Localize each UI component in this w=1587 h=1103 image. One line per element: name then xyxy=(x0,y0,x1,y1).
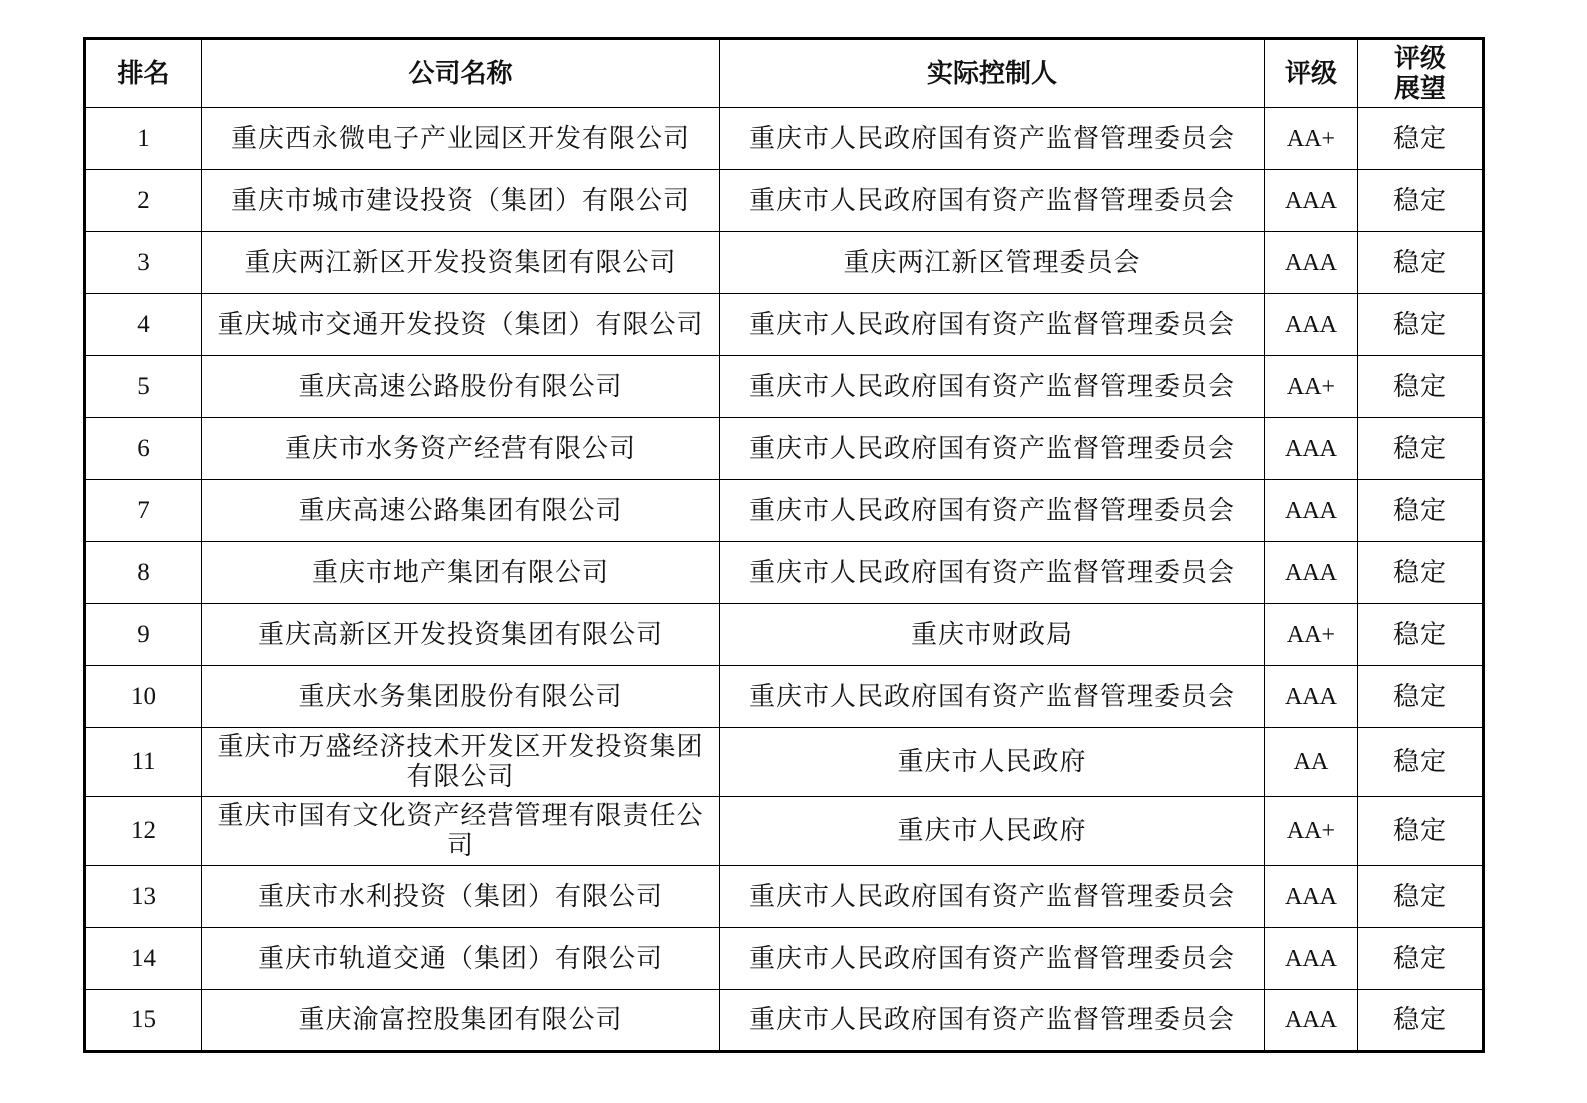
table-row xyxy=(85,356,1484,418)
rank-cell: 4 xyxy=(85,294,202,356)
rating-cell: AA+ xyxy=(1265,604,1358,666)
table-row xyxy=(85,418,1484,480)
rating-cell: AAA xyxy=(1265,232,1358,294)
outlook-cell: 稳定 xyxy=(1358,294,1484,356)
controller-cell: 重庆市人民政府国有资产监督管理委员会 xyxy=(720,542,1265,604)
company-cell: 重庆西永微电子产业园区开发有限公司 xyxy=(202,108,720,170)
rank-cell: 15 xyxy=(85,990,202,1052)
table-row xyxy=(85,604,1484,666)
outlook-cell: 稳定 xyxy=(1358,728,1484,797)
table-row xyxy=(85,170,1484,232)
rating-cell: AAA xyxy=(1265,866,1358,928)
rating-cell: AA+ xyxy=(1265,356,1358,418)
controller-cell: 重庆市人民政府国有资产监督管理委员会 xyxy=(720,418,1265,480)
controller-cell: 重庆市财政局 xyxy=(720,604,1265,666)
controller-cell: 重庆两江新区管理委员会 xyxy=(720,232,1265,294)
header-rank: 排名 xyxy=(85,39,202,108)
company-cell: 重庆两江新区开发投资集团有限公司 xyxy=(202,232,720,294)
company-rating-table xyxy=(83,37,1485,1053)
controller-cell: 重庆市人民政府国有资产监督管理委员会 xyxy=(720,108,1265,170)
outlook-cell: 稳定 xyxy=(1358,990,1484,1052)
rank-cell: 13 xyxy=(85,866,202,928)
header-company: 公司名称 xyxy=(202,39,720,108)
rank-cell: 11 xyxy=(85,728,202,797)
outlook-cell: 稳定 xyxy=(1358,604,1484,666)
controller-cell: 重庆市人民政府 xyxy=(720,728,1265,797)
rating-cell: AAA xyxy=(1265,666,1358,728)
header-rating: 评级 xyxy=(1265,39,1358,108)
company-cell: 重庆市地产集团有限公司 xyxy=(202,542,720,604)
controller-cell: 重庆市人民政府 xyxy=(720,797,1265,866)
rank-cell: 2 xyxy=(85,170,202,232)
rating-cell: AAA xyxy=(1265,480,1358,542)
rank-cell: 5 xyxy=(85,356,202,418)
outlook-cell: 稳定 xyxy=(1358,356,1484,418)
controller-cell: 重庆市人民政府国有资产监督管理委员会 xyxy=(720,170,1265,232)
outlook-cell: 稳定 xyxy=(1358,797,1484,866)
header-row xyxy=(85,39,1484,108)
rating-cell: AAA xyxy=(1265,990,1358,1052)
outlook-cell: 稳定 xyxy=(1358,232,1484,294)
company-cell: 重庆市轨道交通（集团）有限公司 xyxy=(202,928,720,990)
company-cell: 重庆市水利投资（集团）有限公司 xyxy=(202,866,720,928)
outlook-cell: 稳定 xyxy=(1358,928,1484,990)
table-row xyxy=(85,108,1484,170)
controller-cell: 重庆市人民政府国有资产监督管理委员会 xyxy=(720,990,1265,1052)
company-cell: 重庆城市交通开发投资（集团）有限公司 xyxy=(202,294,720,356)
rank-cell: 7 xyxy=(85,480,202,542)
outlook-cell: 稳定 xyxy=(1358,542,1484,604)
rating-cell: AAA xyxy=(1265,418,1358,480)
table-row xyxy=(85,294,1484,356)
controller-cell: 重庆市人民政府国有资产监督管理委员会 xyxy=(720,480,1265,542)
table-row xyxy=(85,728,1484,797)
table-row xyxy=(85,480,1484,542)
outlook-cell: 稳定 xyxy=(1358,666,1484,728)
controller-cell: 重庆市人民政府国有资产监督管理委员会 xyxy=(720,666,1265,728)
rank-cell: 10 xyxy=(85,666,202,728)
company-cell: 重庆市万盛经济技术开发区开发投资集团有限公司 xyxy=(202,728,720,797)
rank-cell: 1 xyxy=(85,108,202,170)
rating-cell: AAA xyxy=(1265,294,1358,356)
table-row xyxy=(85,232,1484,294)
table-row xyxy=(85,990,1484,1052)
table-row xyxy=(85,928,1484,990)
header-controller: 实际控制人 xyxy=(720,39,1265,108)
controller-cell: 重庆市人民政府国有资产监督管理委员会 xyxy=(720,356,1265,418)
rank-cell: 8 xyxy=(85,542,202,604)
controller-cell: 重庆市人民政府国有资产监督管理委员会 xyxy=(720,866,1265,928)
company-cell: 重庆水务集团股份有限公司 xyxy=(202,666,720,728)
outlook-cell: 稳定 xyxy=(1358,108,1484,170)
table-row xyxy=(85,797,1484,866)
outlook-cell: 稳定 xyxy=(1358,418,1484,480)
rating-cell: AA+ xyxy=(1265,797,1358,866)
rank-cell: 3 xyxy=(85,232,202,294)
outlook-cell: 稳定 xyxy=(1358,480,1484,542)
company-cell: 重庆市水务资产经营有限公司 xyxy=(202,418,720,480)
rank-cell: 14 xyxy=(85,928,202,990)
company-cell: 重庆市国有文化资产经营管理有限责任公司 xyxy=(202,797,720,866)
company-cell: 重庆高速公路股份有限公司 xyxy=(202,356,720,418)
rating-cell: AAA xyxy=(1265,170,1358,232)
company-cell: 重庆市城市建设投资（集团）有限公司 xyxy=(202,170,720,232)
controller-cell: 重庆市人民政府国有资产监督管理委员会 xyxy=(720,294,1265,356)
outlook-cell: 稳定 xyxy=(1358,866,1484,928)
company-cell: 重庆渝富控股集团有限公司 xyxy=(202,990,720,1052)
rating-cell: AAA xyxy=(1265,542,1358,604)
company-cell: 重庆高速公路集团有限公司 xyxy=(202,480,720,542)
controller-cell: 重庆市人民政府国有资产监督管理委员会 xyxy=(720,928,1265,990)
table-row xyxy=(85,866,1484,928)
table-row xyxy=(85,666,1484,728)
rating-cell: AA+ xyxy=(1265,108,1358,170)
company-cell: 重庆高新区开发投资集团有限公司 xyxy=(202,604,720,666)
outlook-cell: 稳定 xyxy=(1358,170,1484,232)
rank-cell: 12 xyxy=(85,797,202,866)
rating-cell: AAA xyxy=(1265,928,1358,990)
rating-cell: AA xyxy=(1265,728,1358,797)
rank-cell: 9 xyxy=(85,604,202,666)
rank-cell: 6 xyxy=(85,418,202,480)
header-outlook: 评级展望 xyxy=(1358,39,1484,108)
table-row xyxy=(85,542,1484,604)
